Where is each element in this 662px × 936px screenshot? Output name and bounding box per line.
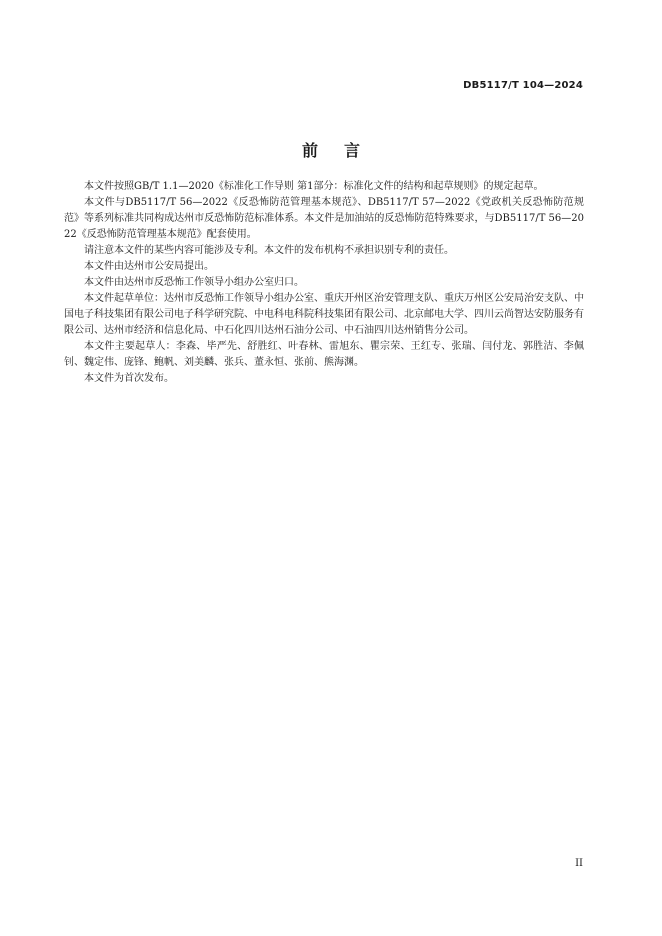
paragraph-standard-system: 本文件与DB5117/T 56—2022《反恐怖防范管理基本规范》、DB5117/T 57—2022《党政机关反恐怖防范规范》等系列标准共同构成达州市反恐怖防范标准体系。本文件是加油站的反恐怖防范特殊要求，与DB5117/T 56—2022《反恐怖防范管理基本规范》配套使用。 <box>64 197 584 240</box>
paragraph-centralized-by: 本文件由达州市反恐怖工作领导小组办公室归口。 <box>84 277 304 288</box>
paragraph-drafting-units: 本文件起草单位：达州市反恐怖工作领导小组办公室、重庆开州区治安管理支队、重庆万州区公安局治安支队、中国电子科技集团有限公司电子科学研究院、中电科电科院科技集团有限公司、北京邮电大学、四川云尚智达安防服务有限公司、达州市经济和信息化局、中石化四川达州石油分公司、中石油四川达州销售分公司。 <box>64 293 584 336</box>
paragraph-first-release: 本文件为首次发布。 <box>84 373 174 384</box>
paragraph-drafters: 本文件主要起草人：李森、毕严先、舒胜红、叶春林、雷旭东、瞿宗荣、王红专、张瑞、闫付龙、郭胜洁、李佩钊、魏定伟、庞锋、鲍帆、刘美麟、张兵、董永恒、张前、熊海渊。 <box>64 341 584 368</box>
paragraph-drafting-rules: 本文件按照GB/T 1.1—2020《标准化工作导则 第1部分：标准化文件的结构和起草规则》的规定起草。 <box>84 181 544 192</box>
paragraph-proposer: 本文件由达州市公安局提出。 <box>84 261 214 272</box>
page-number: II <box>575 858 583 869</box>
body-text <box>64 179 584 387</box>
paragraph-patent-notice: 请注意本文件的某些内容可能涉及专利。本文件的发布机构不承担识别专利的责任。 <box>84 245 454 256</box>
page-title: 前言 <box>301 141 386 160</box>
document-code: DB5117/T 104—2024 <box>463 80 583 91</box>
